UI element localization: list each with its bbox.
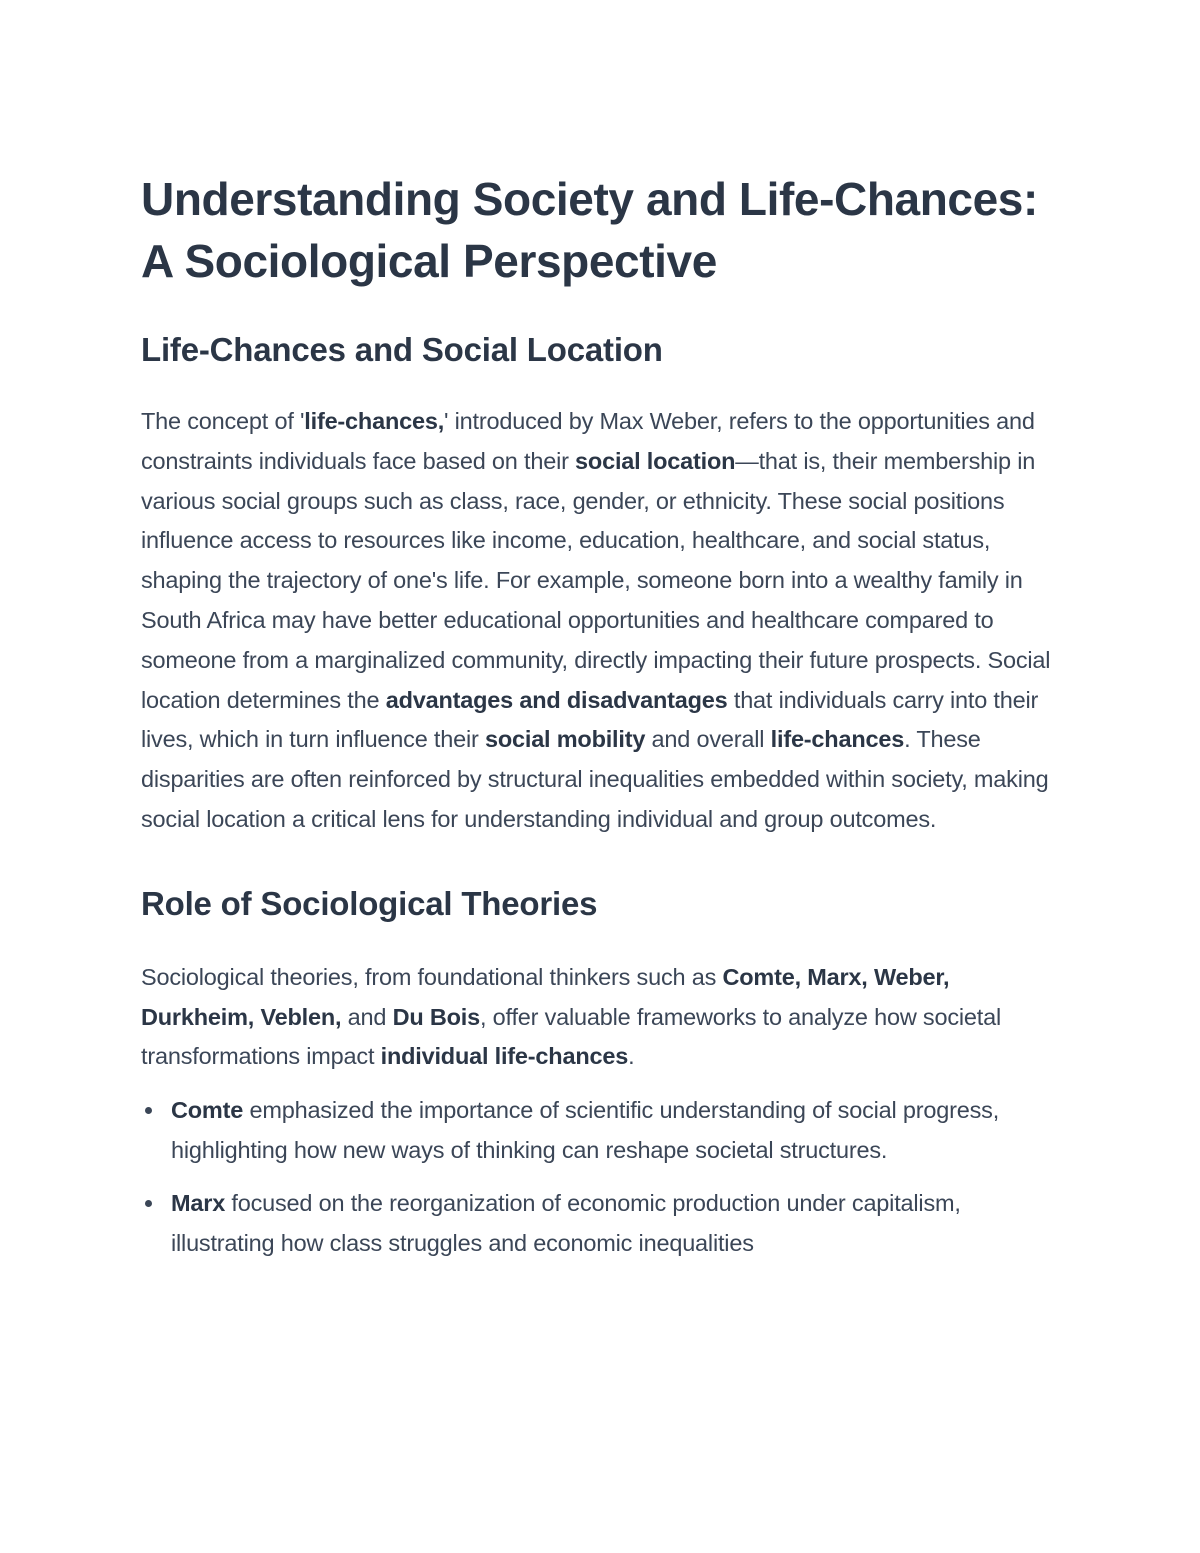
life-chances-paragraph [141,402,1066,840]
text-run: . These disparities are often reinforced by structural inequalities embedded within society, making social location a critical lens for understanding individual and group outcomes. [141,726,1049,832]
bold-term-social-mobility: social mobility [484,726,646,753]
bold-term-life-chances: life-chances, [304,408,445,434]
text-run: and [341,1003,393,1030]
bold-term-individual-life-chances: individual life-chances [380,1043,629,1070]
section-heading-theories: Role of Sociological Theories [141,884,598,922]
text-run: The concept of ' [141,408,305,434]
list-item [141,1184,1066,1264]
theories-paragraph [141,958,1066,1077]
bold-term-thinkers: Comte, Marx, Weber, Durkheim, Veblen, [141,963,950,1030]
text-run: . [628,1043,635,1070]
bold-term-comte: Comte [171,1097,244,1124]
text-run: Sociological theories, from foundational thinkers such as [141,963,723,990]
document-page [141,168,1066,1276]
text-run: —that is, their membership in various social groups such as class, race, gender, or ethnicity. These social positions influence access to resources like income, education, healthcare, and social status, shaping the trajectory of one's life. For example, someone born into a wealthy family in South Africa may have better educational opportunities and healthcare compared to someone from a marginalized community, directly impacting their future prospects. Social location determines the [141,447,1051,713]
text-run: ' introduced by Max Weber, refers to the opportunities and constraints individuals face based on their [141,408,1035,474]
text-run: that individuals carry into their lives, which in turn influence their [141,686,1039,753]
bold-term-life-chances-2: life-chances [770,726,905,753]
section-heading-life-chances: Life-Chances and Social Location [141,331,663,368]
text-run: , offer valuable frameworks to analyze how societal transformations impact [141,1003,1002,1070]
text-run: emphasized the importance of scientific understanding of social progress, highlighting how new ways of thinking can reshape societal structures. [171,1097,1000,1163]
bullet-icon [145,1107,152,1114]
theorist-list [141,1091,1066,1263]
bold-term-du-bois: Du Bois [392,1003,481,1030]
bold-term-social-location: social location [575,447,736,474]
bold-term-marx: Marx [171,1189,226,1216]
text-run: and overall [645,726,771,753]
bullet-icon [145,1200,152,1207]
page-title: Understanding Society and Life-Chances: A Sociological Perspective [141,173,1038,287]
text-run: focused on the reorganization of economic production under capitalism, illustrating how class struggles and economic inequalities [171,1189,961,1256]
bold-term-advantages: advantages and disadvantages [385,686,728,713]
list-item [141,1091,1066,1171]
